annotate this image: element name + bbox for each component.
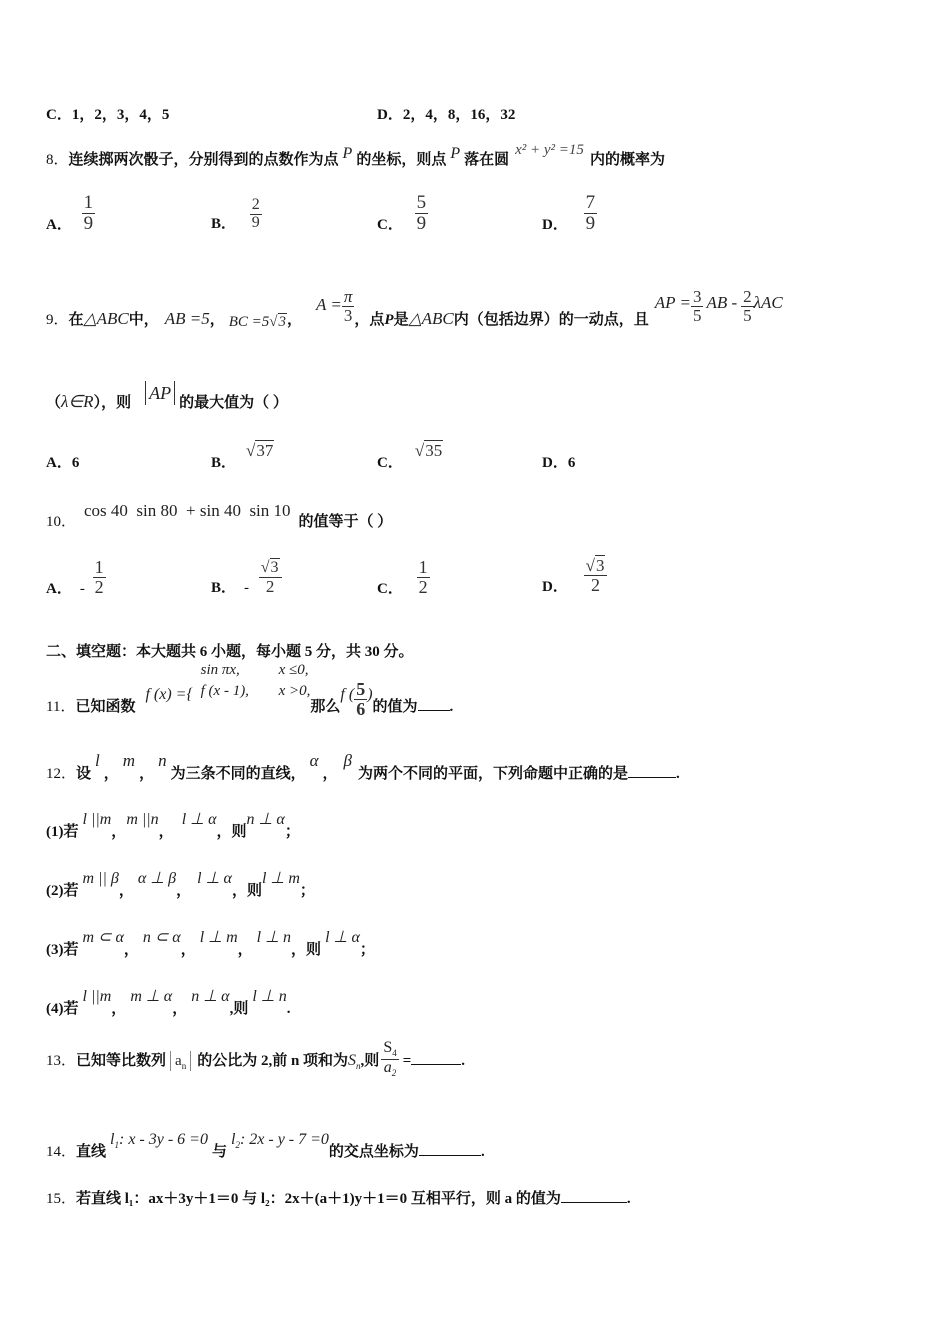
- q10-option-a: A． - $\frac{1}{2}$: [46, 557, 104, 597]
- answer-blank[interactable]: [411, 1064, 461, 1065]
- question-number: 8．: [46, 152, 69, 168]
- math-sequence-an: $a_n$: [170, 1051, 191, 1071]
- math-line-l2: $l_2$: 2x - y - 7 =0: [230, 1131, 329, 1151]
- question-number: 15．: [46, 1191, 77, 1207]
- section-heading: 二、填空题：本大题共 6 小题，每小题 5 分，共 30 分。: [46, 644, 414, 660]
- math-circle-equation: x² + y² =15: [515, 142, 584, 158]
- q10-option-c: C． $\frac{1}{2}$: [377, 557, 428, 597]
- q9-option-c: C．√35: [377, 441, 443, 471]
- question-9-line-2: （λ∈R），则 AP 的最大值为（ ）: [46, 383, 288, 411]
- fraction: $\frac{1}{2}$: [94, 557, 104, 597]
- fraction-sqrt: $\frac{√3}{2}$: [584, 556, 608, 595]
- q7-option-c: C．1，2，3，4，5: [46, 107, 170, 123]
- fraction: $\frac{3}{5}$: [692, 287, 702, 325]
- sqrt: √35: [414, 441, 443, 460]
- math-abs-ap: AP: [145, 381, 175, 405]
- math-ap: AP =: [654, 292, 691, 312]
- q10-option-b: B． - $\frac{√3}{2}$: [211, 558, 282, 596]
- fraction: $\frac{5}{9}$: [416, 192, 427, 234]
- fraction-pi-3: $\frac{\pi}{3}$: [343, 287, 353, 325]
- point-p: P: [384, 311, 394, 328]
- question-10: 10．cos 40 sin 80 + sin 40 sin 10的值等于（ ）: [46, 501, 393, 530]
- math-bc: BC =5√3: [228, 313, 287, 330]
- question-text: 内的概率为: [589, 152, 665, 168]
- q9-option-a: A．6: [46, 455, 80, 471]
- fraction: $\frac{7}{9}$: [585, 192, 596, 234]
- q12-item-3: (3)若m ⊂ α，n ⊂ α，l ⊥ m，l ⊥ n，则l ⊥ α；: [46, 929, 375, 958]
- fraction: $\frac{1}{9}$: [83, 192, 94, 234]
- question-text: 连续掷两次骰子，分别得到的点数作为点: [68, 152, 339, 168]
- math-point: P: [342, 145, 353, 162]
- math-ab: AB =5: [164, 308, 210, 328]
- question-text: 的坐标，则点: [356, 152, 447, 168]
- question-number: 10．: [46, 514, 77, 530]
- q8-option-b: B． $\frac{2}{9}$: [211, 196, 260, 232]
- math-triangle: △ABC: [408, 308, 454, 328]
- question-12: 12．设l，m，n为三条不同的直线，α，β为两个不同的平面，下列命题中正确的是 .: [46, 751, 680, 782]
- q9-option-d: D．6: [542, 455, 576, 471]
- answer-blank[interactable]: [628, 777, 676, 778]
- fraction: $\frac{2}{5}$: [743, 287, 752, 325]
- question-number: 11．: [46, 698, 76, 715]
- q10-option-d: D． $\frac{√3}{2}$: [542, 556, 607, 595]
- q8-option-c: C． $\frac{5}{9}$: [377, 192, 427, 234]
- fraction: $\frac{5}{6}$: [356, 679, 366, 719]
- question-text: 落在圆: [464, 152, 510, 168]
- sqrt: √37: [246, 441, 274, 460]
- fraction-s4-a2: $\frac{S_4}{a_2}$: [383, 1039, 397, 1078]
- q8-option-a: A． $\frac{1}{9}$: [46, 192, 94, 234]
- question-14: 14．直线$l_1$: x - 3y - 6 =0与$l_2$: 2x - y - 7 =0的交点坐标为 .: [46, 1131, 485, 1160]
- question-15: 15．若直线 l₁：ax＋3y＋1＝0 与 l₂：2x＋(a＋1)y＋1＝0 互相平行，则 a 的值为 .: [46, 1191, 631, 1207]
- fraction: $\frac{1}{2}$: [418, 557, 428, 597]
- q12-item-1: (1)若l ||m，m ||n，l ⊥ α，则n ⊥ α；: [46, 811, 300, 840]
- fraction-sqrt: $\frac{√3}{2}$: [259, 558, 282, 596]
- math-triangle: △ABC: [83, 308, 129, 328]
- piecewise-cases: sin πx, x ≤0, f (x - 1), x >0,: [200, 662, 311, 699]
- math-line-l1: $l_1$: x - 3y - 6 =0: [110, 1131, 208, 1151]
- math-fx: f (x) ={: [145, 685, 193, 703]
- question-13: 13．已知等比数列 $a_n$ 的公比为 2,前 n 项和为$S_n$,则 $\frac{S_4}{a_2}$ = .: [46, 1039, 466, 1078]
- math-angle-a: A =: [316, 294, 342, 314]
- question-number: 12．: [46, 766, 77, 782]
- math-sn: $S_n$: [348, 1051, 361, 1071]
- question-number: 14．: [46, 1144, 77, 1160]
- q8-option-d: D． $\frac{7}{9}$: [542, 192, 596, 234]
- answer-blank[interactable]: [419, 1155, 481, 1156]
- math-lambda-real: λ∈R: [61, 392, 94, 411]
- fraction: $\frac{2}{9}$: [251, 196, 260, 231]
- question-number: 9．: [46, 311, 69, 328]
- answer-blank[interactable]: [561, 1202, 627, 1203]
- answer-blank[interactable]: [418, 710, 450, 711]
- question-8: [46, 142, 665, 169]
- q12-item-2: (2)若m || β，α ⊥ β，l ⊥ α，则l ⊥ m；: [46, 870, 315, 899]
- q9-option-b: B．√37: [211, 441, 274, 471]
- q7-option-d: D．2，4，8，16，32: [377, 107, 516, 123]
- question-11: 11．已知函数f (x) ={ sin πx, x ≤0, f (x - 1), x >0, 那么f ( $\frac{5}{6}$ )的值为 .: [46, 662, 454, 719]
- math-expression: cos 40 sin 80 + sin 40 sin 10: [84, 501, 291, 520]
- q12-item-4: (4)若l ||m，m ⊥ α，n ⊥ α,则l ⊥ n.: [46, 988, 291, 1017]
- question-9: 9．在△ABC中， AB =5， BC =5√3，A = $\frac{\pi}{3}$ ，点P是△ABC内（包括边界）的一动点，且AP = $\frac{3}{5}$ AB - $\frac{2}{5}$ λAC: [46, 287, 783, 330]
- math-point: P: [450, 145, 461, 162]
- question-number: 13．: [46, 1052, 77, 1069]
